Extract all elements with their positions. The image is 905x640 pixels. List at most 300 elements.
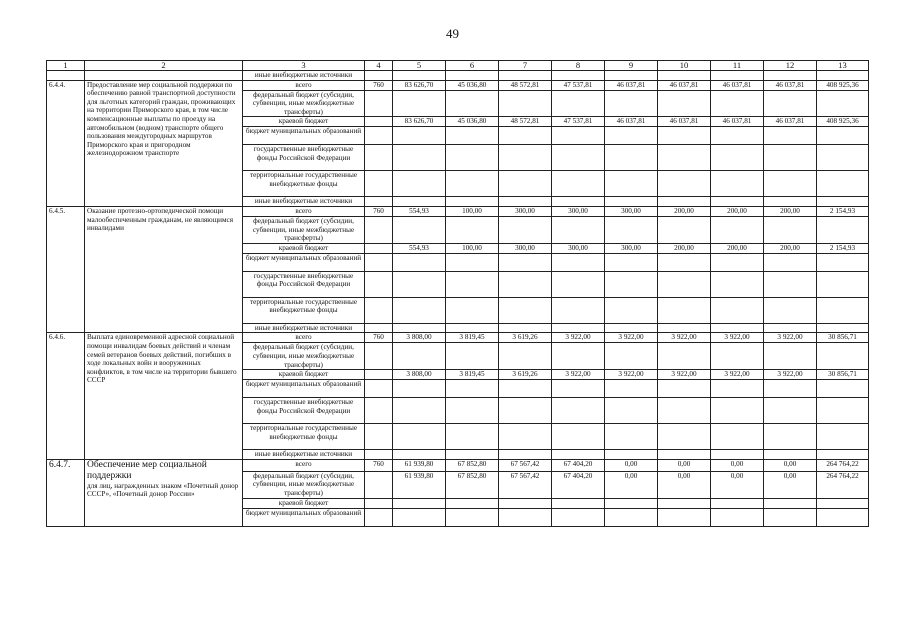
amount-cell: 200,00 — [711, 206, 764, 216]
empty-cell — [764, 297, 817, 323]
source-label: бюджет муниципальных образований — [243, 127, 365, 145]
empty-cell — [552, 127, 605, 145]
empty-cell — [658, 253, 711, 271]
amount-cell: 0,00 — [764, 459, 817, 471]
amount-cell: 100,00 — [446, 206, 499, 216]
empty-cell — [446, 498, 499, 508]
empty-cell — [365, 471, 393, 498]
amount-cell: 200,00 — [658, 243, 711, 253]
empty-cell — [552, 450, 605, 460]
empty-cell — [365, 271, 393, 297]
empty-cell — [711, 127, 764, 145]
source-label: бюджет муниципальных образований — [243, 253, 365, 271]
empty-cell — [817, 145, 869, 171]
amount-cell: 0,00 — [764, 471, 817, 498]
empty-cell — [605, 380, 658, 398]
column-header: 13 — [817, 61, 869, 71]
amount-cell: 200,00 — [764, 206, 817, 216]
empty-cell — [365, 243, 393, 253]
source-label: федеральный бюджет (субсидии, субвенции, иные межбюджетные трансферты) — [243, 471, 365, 498]
empty-cell — [605, 450, 658, 460]
source-label: всего — [243, 459, 365, 471]
amount-cell: 3 808,00 — [393, 370, 446, 380]
empty-cell — [764, 498, 817, 508]
amount-cell: 264 764,22 — [817, 471, 869, 498]
empty-cell — [605, 424, 658, 450]
empty-cell — [605, 197, 658, 207]
empty-cell — [499, 343, 552, 370]
amount-cell: 200,00 — [658, 206, 711, 216]
empty-cell — [446, 450, 499, 460]
amount-cell: 300,00 — [552, 206, 605, 216]
empty-cell — [365, 398, 393, 424]
empty-cell — [552, 508, 605, 526]
amount-cell: 48 572,81 — [499, 117, 552, 127]
empty-cell — [393, 297, 446, 323]
item-number: 6.4.6. — [47, 333, 85, 459]
empty-cell — [365, 508, 393, 526]
empty-cell — [365, 216, 393, 243]
empty-cell — [711, 380, 764, 398]
empty-cell — [446, 398, 499, 424]
empty-cell — [85, 71, 243, 81]
empty-cell — [817, 424, 869, 450]
empty-cell — [499, 271, 552, 297]
empty-cell — [393, 323, 446, 333]
item-number: 6.4.7. — [47, 459, 85, 526]
empty-cell — [393, 424, 446, 450]
empty-cell — [365, 343, 393, 370]
empty-cell — [552, 90, 605, 117]
empty-cell — [817, 271, 869, 297]
empty-cell — [605, 297, 658, 323]
empty-cell — [393, 398, 446, 424]
empty-cell — [393, 450, 446, 460]
empty-cell — [499, 450, 552, 460]
item-number: 6.4.5. — [47, 206, 85, 332]
table-body — [47, 61, 869, 527]
empty-cell — [446, 271, 499, 297]
amount-cell: 3 922,00 — [552, 370, 605, 380]
empty-cell — [446, 380, 499, 398]
source-label: территориальные государственные внебюджетные фонды — [243, 171, 365, 197]
empty-cell — [446, 253, 499, 271]
amount-cell: 3 619,26 — [499, 370, 552, 380]
amount-cell: 200,00 — [764, 243, 817, 253]
column-header: 1 — [47, 61, 85, 71]
empty-cell — [658, 380, 711, 398]
empty-cell — [764, 380, 817, 398]
empty-cell — [365, 197, 393, 207]
empty-cell — [552, 253, 605, 271]
empty-cell — [711, 323, 764, 333]
empty-cell — [817, 498, 869, 508]
empty-cell — [365, 297, 393, 323]
table-row — [47, 459, 869, 471]
empty-cell — [365, 71, 393, 81]
empty-cell — [658, 508, 711, 526]
empty-cell — [499, 323, 552, 333]
empty-cell — [711, 197, 764, 207]
empty-cell — [552, 216, 605, 243]
source-label: всего — [243, 206, 365, 216]
empty-cell — [764, 508, 817, 526]
source-label: всего — [243, 80, 365, 90]
amount-cell: 3 922,00 — [711, 333, 764, 343]
amount-cell: 45 036,80 — [446, 80, 499, 90]
empty-cell — [764, 424, 817, 450]
column-header: 5 — [393, 61, 446, 71]
amount-cell: 30 856,71 — [817, 333, 869, 343]
amount-cell: 46 037,81 — [711, 80, 764, 90]
item-name-rest: для лиц, награжденных знаком «Почетный донор СССР», «Почетный донор России» — [87, 481, 239, 499]
amount-cell: 3 922,00 — [605, 333, 658, 343]
amount-cell: 408 925,36 — [817, 80, 869, 90]
empty-cell — [658, 323, 711, 333]
empty-cell — [711, 271, 764, 297]
amount-cell: 46 037,81 — [658, 117, 711, 127]
empty-cell — [393, 90, 446, 117]
amount-cell: 0,00 — [711, 459, 764, 471]
empty-cell — [365, 90, 393, 117]
amount-cell: 67 567,42 — [499, 459, 552, 471]
amount-cell: 61 939,80 — [393, 459, 446, 471]
amount-cell: 67 852,80 — [446, 459, 499, 471]
table-row — [47, 206, 869, 216]
empty-cell — [393, 197, 446, 207]
source-label: всего — [243, 333, 365, 343]
amount-cell: 2 154,93 — [817, 243, 869, 253]
empty-cell — [365, 498, 393, 508]
empty-cell — [764, 450, 817, 460]
empty-cell — [817, 450, 869, 460]
empty-cell — [711, 424, 764, 450]
source-label: иные внебюджетные источники — [243, 71, 365, 81]
empty-cell — [499, 145, 552, 171]
empty-cell — [393, 253, 446, 271]
empty-cell — [605, 145, 658, 171]
amount-cell: 554,93 — [393, 243, 446, 253]
column-header: 4 — [365, 61, 393, 71]
empty-cell — [499, 197, 552, 207]
empty-cell — [605, 323, 658, 333]
budget-code: 760 — [365, 206, 393, 216]
empty-cell — [764, 197, 817, 207]
empty-cell — [658, 398, 711, 424]
empty-cell — [552, 297, 605, 323]
empty-cell — [552, 197, 605, 207]
source-label: краевой бюджет — [243, 370, 365, 380]
budget-code: 760 — [365, 80, 393, 90]
amount-cell: 100,00 — [446, 243, 499, 253]
empty-cell — [499, 216, 552, 243]
amount-cell: 67 404,20 — [552, 471, 605, 498]
item-name: Предоставление мер социальной поддержки по обеспечению равной транспортной доступности для льготных категорий граждан, проживающих на территории Приморского края, в том числе компенсационные выплаты по проезду на автомобильном (водном) транспорте общего пользования междугородных маршрутов Приморского края и пригородном железнодорожном транспорте — [85, 80, 243, 206]
source-label: краевой бюджет — [243, 243, 365, 253]
empty-cell — [658, 450, 711, 460]
amount-cell: 3 922,00 — [711, 370, 764, 380]
empty-cell — [446, 424, 499, 450]
empty-cell — [817, 171, 869, 197]
empty-cell — [365, 127, 393, 145]
source-label: иные внебюджетные источники — [243, 197, 365, 207]
amount-cell: 47 537,81 — [552, 117, 605, 127]
item-name-main: Обеспечение мер социальной поддержки — [87, 459, 207, 481]
amount-cell: 408 925,36 — [817, 117, 869, 127]
amount-cell: 46 037,81 — [711, 117, 764, 127]
empty-cell — [499, 508, 552, 526]
empty-cell — [817, 508, 869, 526]
source-label: федеральный бюджет (субсидии, субвенции, иные межбюджетные трансферты) — [243, 343, 365, 370]
column-header: 2 — [85, 61, 243, 71]
empty-cell — [605, 171, 658, 197]
amount-cell: 0,00 — [711, 471, 764, 498]
empty-cell — [605, 271, 658, 297]
empty-cell — [764, 343, 817, 370]
column-header: 8 — [552, 61, 605, 71]
empty-cell — [764, 127, 817, 145]
column-header: 11 — [711, 61, 764, 71]
amount-cell: 67 567,42 — [499, 471, 552, 498]
empty-cell — [817, 127, 869, 145]
empty-cell — [365, 323, 393, 333]
table-row — [47, 333, 869, 343]
amount-cell: 300,00 — [552, 243, 605, 253]
empty-cell — [711, 216, 764, 243]
source-label: территориальные государственные внебюджетные фонды — [243, 424, 365, 450]
empty-cell — [446, 508, 499, 526]
empty-cell — [499, 498, 552, 508]
empty-cell — [365, 117, 393, 127]
source-label: федеральный бюджет (субсидии, субвенции, иные межбюджетные трансферты) — [243, 90, 365, 117]
source-label: краевой бюджет — [243, 117, 365, 127]
empty-cell — [605, 216, 658, 243]
empty-cell — [365, 370, 393, 380]
budget-table — [46, 60, 869, 527]
amount-cell: 3 819,45 — [446, 333, 499, 343]
source-label: бюджет муниципальных образований — [243, 380, 365, 398]
empty-cell — [393, 508, 446, 526]
empty-cell — [446, 145, 499, 171]
empty-cell — [446, 216, 499, 243]
empty-cell — [711, 90, 764, 117]
empty-cell — [711, 343, 764, 370]
empty-cell — [711, 508, 764, 526]
item-name — [85, 459, 243, 526]
amount-cell: 3 619,26 — [499, 333, 552, 343]
amount-cell: 0,00 — [658, 459, 711, 471]
source-label: краевой бюджет — [243, 498, 365, 508]
empty-cell — [552, 498, 605, 508]
empty-cell — [711, 498, 764, 508]
amount-cell: 300,00 — [499, 243, 552, 253]
amount-cell: 300,00 — [605, 206, 658, 216]
amount-cell: 0,00 — [605, 459, 658, 471]
item-name: Выплата единовременной адресной социальной помощи инвалидам боевых действий и членам семей ветеранов боевых действий, погибших в ходе локальных войн и вооруженных конфликтов, в том числе на территории бывшего СССР — [85, 333, 243, 459]
empty-cell — [711, 253, 764, 271]
empty-cell — [393, 380, 446, 398]
empty-cell — [365, 380, 393, 398]
empty-cell — [711, 450, 764, 460]
column-header: 7 — [499, 61, 552, 71]
amount-cell: 3 922,00 — [658, 333, 711, 343]
empty-cell — [446, 297, 499, 323]
empty-cell — [552, 398, 605, 424]
empty-cell — [764, 253, 817, 271]
amount-cell: 46 037,81 — [605, 117, 658, 127]
amount-cell: 83 626,70 — [393, 117, 446, 127]
empty-cell — [764, 90, 817, 117]
empty-cell — [817, 380, 869, 398]
empty-cell — [499, 253, 552, 271]
empty-cell — [658, 145, 711, 171]
empty-cell — [605, 398, 658, 424]
empty-cell — [605, 127, 658, 145]
amount-cell: 0,00 — [658, 471, 711, 498]
empty-cell — [817, 297, 869, 323]
empty-cell — [552, 424, 605, 450]
amount-cell: 46 037,81 — [764, 80, 817, 90]
amount-cell: 30 856,71 — [817, 370, 869, 380]
column-header: 9 — [605, 61, 658, 71]
empty-cell — [658, 271, 711, 297]
empty-cell — [711, 398, 764, 424]
empty-cell — [365, 424, 393, 450]
empty-cell — [658, 127, 711, 145]
empty-cell — [499, 380, 552, 398]
source-label: бюджет муниципальных образований — [243, 508, 365, 526]
amount-cell: 300,00 — [605, 243, 658, 253]
empty-cell — [446, 197, 499, 207]
empty-cell — [817, 197, 869, 207]
empty-cell — [764, 216, 817, 243]
source-label: территориальные государственные внебюджетные фонды — [243, 297, 365, 323]
table-row — [47, 80, 869, 90]
amount-cell: 554,93 — [393, 206, 446, 216]
empty-cell — [499, 171, 552, 197]
amount-cell: 3 922,00 — [605, 370, 658, 380]
source-label: иные внебюджетные источники — [243, 450, 365, 460]
amount-cell: 3 922,00 — [764, 370, 817, 380]
header-row — [47, 61, 869, 71]
empty-cell — [552, 145, 605, 171]
amount-cell: 2 154,93 — [817, 206, 869, 216]
empty-cell — [552, 323, 605, 333]
empty-cell — [393, 171, 446, 197]
empty-cell — [605, 253, 658, 271]
amount-cell: 46 037,81 — [605, 80, 658, 90]
source-label: федеральный бюджет (субсидии, субвенции, иные межбюджетные трансферты) — [243, 216, 365, 243]
source-label: государственные внебюджетные фонды Российской Федерации — [243, 271, 365, 297]
amount-cell: 3 922,00 — [764, 333, 817, 343]
empty-cell — [605, 90, 658, 117]
column-header: 10 — [658, 61, 711, 71]
amount-cell: 200,00 — [711, 243, 764, 253]
empty-cell — [817, 90, 869, 117]
empty-cell — [393, 127, 446, 145]
budget-code: 760 — [365, 459, 393, 471]
amount-cell: 264 764,22 — [817, 459, 869, 471]
empty-cell — [605, 343, 658, 370]
empty-cell — [658, 343, 711, 370]
amount-cell: 3 808,00 — [393, 333, 446, 343]
amount-cell: 83 626,70 — [393, 80, 446, 90]
empty-cell — [393, 216, 446, 243]
empty-cell — [658, 498, 711, 508]
amount-cell: 45 036,80 — [446, 117, 499, 127]
amount-cell: 47 537,81 — [552, 80, 605, 90]
amount-cell: 300,00 — [499, 206, 552, 216]
empty-cell — [658, 216, 711, 243]
empty-cell — [47, 71, 85, 81]
empty-cell — [764, 271, 817, 297]
source-label: государственные внебюджетные фонды Российской Федерации — [243, 398, 365, 424]
amount-cell: 61 939,80 — [393, 471, 446, 498]
empty-cell — [711, 297, 764, 323]
empty-cell — [605, 508, 658, 526]
empty-cell — [393, 271, 446, 297]
empty-cell — [552, 271, 605, 297]
empty-cell — [658, 424, 711, 450]
empty-cell — [365, 450, 393, 460]
empty-cell — [552, 343, 605, 370]
empty-cell — [365, 145, 393, 171]
empty-cell — [711, 145, 764, 171]
amount-cell: 48 572,81 — [499, 80, 552, 90]
page-number: 49 — [446, 26, 459, 41]
column-header: 6 — [446, 61, 499, 71]
empty-cell — [393, 498, 446, 508]
empty-cell — [499, 297, 552, 323]
empty-cell — [499, 424, 552, 450]
empty-cell — [446, 323, 499, 333]
amount-cell: 67 404,20 — [552, 459, 605, 471]
item-name: Оказание протезно-ортопедической помощи малообеспеченным гражданам, не являющимся инвалидами — [85, 206, 243, 332]
empty-cell — [764, 171, 817, 197]
column-header: 12 — [764, 61, 817, 71]
empty-cell — [552, 171, 605, 197]
empty-cell — [817, 323, 869, 333]
empty-cell — [658, 171, 711, 197]
empty-cell — [817, 253, 869, 271]
empty-cell — [817, 343, 869, 370]
empty-cell — [658, 90, 711, 117]
empty-cell — [764, 323, 817, 333]
empty-cell — [393, 145, 446, 171]
amount-cell: 67 852,80 — [446, 471, 499, 498]
empty-cell — [764, 145, 817, 171]
empty-cell — [658, 197, 711, 207]
column-header: 3 — [243, 61, 365, 71]
amount-cell: 46 037,81 — [764, 117, 817, 127]
amount-cell: 46 037,81 — [658, 80, 711, 90]
empty-cell — [817, 398, 869, 424]
empty-cell — [658, 297, 711, 323]
empty-cell — [446, 90, 499, 117]
source-label: государственные внебюджетные фонды Российской Федерации — [243, 145, 365, 171]
empty-cell — [446, 127, 499, 145]
budget-code: 760 — [365, 333, 393, 343]
empty-cell — [711, 171, 764, 197]
empty-cell — [499, 398, 552, 424]
source-label: иные внебюджетные источники — [243, 323, 365, 333]
item-number: 6.4.4. — [47, 80, 85, 206]
empty-cell — [605, 498, 658, 508]
empty-cell — [365, 253, 393, 271]
empty-cell — [499, 90, 552, 117]
table-row — [47, 71, 869, 81]
empty-cell — [817, 216, 869, 243]
